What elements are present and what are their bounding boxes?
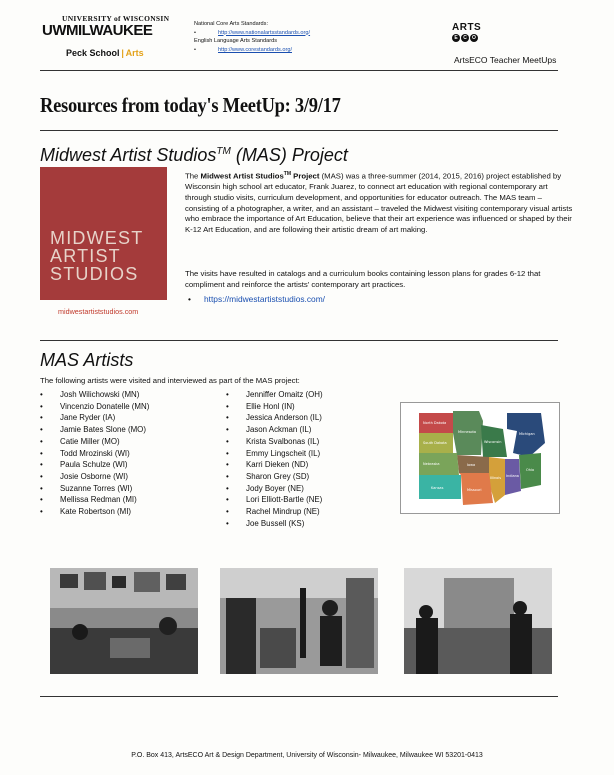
page-title: Resources from today's MeetUp: 3/9/17 [40,93,341,117]
artist-list-item: • Vincenzio Donatelle (MN) [40,401,149,413]
artist-list-column-1 [40,389,149,518]
artist-list-item: • Rachel Mindrup (NE) [226,506,323,518]
logo-line: MIDWEST [50,228,144,248]
studio-photo-2-image [220,568,378,674]
footer-divider [40,696,558,697]
artist-list-item: • Jenniffer Omaitz (OH) [226,389,323,401]
peck-school-label [66,48,144,58]
artseco-logo-letter: O [470,34,478,42]
bullet-icon: • [194,29,196,36]
artist-list-item: • Jessica Anderson (IL) [226,412,323,424]
mas-website-link-row [188,294,325,304]
title-divider [40,130,558,131]
state-label: Missouri [467,488,482,492]
artist-list-item: • Lori Elliott-Bartle (NE) [226,494,323,506]
uwm-logo: UWMILWAUKEE [42,22,153,39]
studio-photo-1-image [50,568,198,674]
university-top-label: UNIVERSITY of WISCONSIN [62,14,170,23]
p1-rest: (MAS) was a three-summer (2014, 2015, 2016) project established by Wisconsin high school art educator, Frank Juarez, to connect art education with regional contemporary art through studio visits, curriculum development, and opportunities for educator outreach. The MAS team – consisting of a photographer, a writer, and an assistant – traveled the Midwest visiting contemporary visual artists who embrace the importance of Art Education, believe that their art experience was influenced or shaped by their K-12 Art Education, and are following their artistic dream of art making. [185,171,573,235]
artist-list-item: • Josh Wilichowski (MN) [40,389,149,401]
ela-standards-label: English Language Arts Standards [194,38,278,45]
core-standards-link[interactable]: http://www.nationalartsstandards.org/ [218,29,311,36]
header-divider [40,70,558,71]
ela-standards-link[interactable]: http://www.corestandards.org/ [218,46,292,53]
artist-list-item: • Paula Schulze (WI) [40,459,149,471]
mas-artists-heading: MAS Artists [40,350,134,370]
artist-list-item: • Catie Miller (MO) [40,436,149,448]
p1-bold2: Project [291,171,320,181]
state-label: North Dakota [423,421,447,425]
midwest-artist-studios-logo [40,167,167,300]
section-divider [40,340,558,341]
core-standards-label: National Core Arts Standards: [194,21,268,27]
p1-lead: The [185,171,201,181]
logo-line: STUDIOS [50,264,139,284]
bullet-icon: • [188,294,191,304]
peck-school-arts: Arts [125,48,144,58]
state-label: Illinois [490,476,502,480]
bullet-icon: • [194,46,196,53]
studio-photo-2 [220,568,378,674]
artist-list-column-2 [226,389,323,529]
p1-bold: Midwest Artist Studios [200,171,284,181]
artist-list-item: • Ellie Honl (IN) [226,401,323,413]
artist-list-item: • Emmy Lingscheit (IL) [226,448,323,460]
state-label: Michigan [519,432,535,436]
state-label: Nebraska [423,462,440,466]
artseco-logo-letter: E [452,34,460,42]
divider-glyph: | [119,48,126,58]
standards-block [194,20,310,54]
artseco-logo-arts: ARTS [452,22,482,33]
state-label: Iowa [467,463,476,467]
artseco-logo [452,22,482,42]
artist-list-item: • Todd Mrozinski (WI) [40,448,149,460]
midwest-map-svg [401,403,559,513]
artist-list-item: • Joe Bussell (KS) [226,518,323,530]
mas-project-heading [40,145,348,166]
state-label: Kansas [431,486,444,490]
artist-list-item: • Jason Ackman (IL) [226,424,323,436]
mas-website-link[interactable]: https://midwestartiststudios.com/ [204,294,326,304]
artseco-logo-letter: C [461,34,469,42]
artist-list-item: • Suzanne Torres (WI) [40,483,149,495]
state-label: Wisconsin [484,440,502,444]
logo-line: ARTIST [50,246,121,266]
p1-trademark: TM [283,171,291,177]
mas-heading-text: Midwest Artist Studios [40,145,217,165]
studio-photo-1 [50,568,198,674]
mas-results-paragraph: The visits have resulted in catalogs and a curriculum books containing lesson plans for grades 6-12 that compliment and reinforce the artists' contemporary art practices. [185,269,541,289]
studio-photo-3-image [404,568,552,674]
state-label: Ohio [526,468,535,472]
logo-text [50,229,143,283]
artseco-label: ArtsECO Teacher MeetUps [454,55,557,65]
mas-description-paragraph [185,169,575,236]
state-label: Indiana [506,474,519,478]
artist-list-item: • Jane Ryder (IA) [40,412,149,424]
artist-list-item: • Sharon Grey (SD) [226,471,323,483]
artist-list-item: • Krista Svalbonas (IL) [226,436,323,448]
peck-school-name: Peck School [66,48,120,58]
midwest-map [400,402,560,514]
footer-address: P.O. Box 413, ArtsECO Art & Design Department, University of Wisconsin- Milwaukee, Milwaukee WI 53201-0413 [131,752,483,759]
mas-heading-suffix: (MAS) Project [230,145,348,165]
studio-photo-3 [404,568,552,674]
artist-list-item: • Karri Dieken (ND) [226,459,323,471]
logo-url-caption[interactable]: midwestartiststudios.com [58,307,139,316]
artist-list-item: • Jody Boyer (NE) [226,483,323,495]
artist-list-item: • Josie Osborne (WI) [40,471,149,483]
trademark-mark: TM [216,146,231,157]
state-label: Minnesota [458,430,477,434]
artist-list-item: • Kate Robertson (MI) [40,506,149,518]
artists-intro: The following artists were visited and interviewed as part of the MAS project: [40,376,300,385]
state-label: South Dakota [423,441,447,445]
artist-list-item: • Jamie Bates Slone (MO) [40,424,149,436]
artist-list-item: • Mellissa Redman (MI) [40,494,149,506]
